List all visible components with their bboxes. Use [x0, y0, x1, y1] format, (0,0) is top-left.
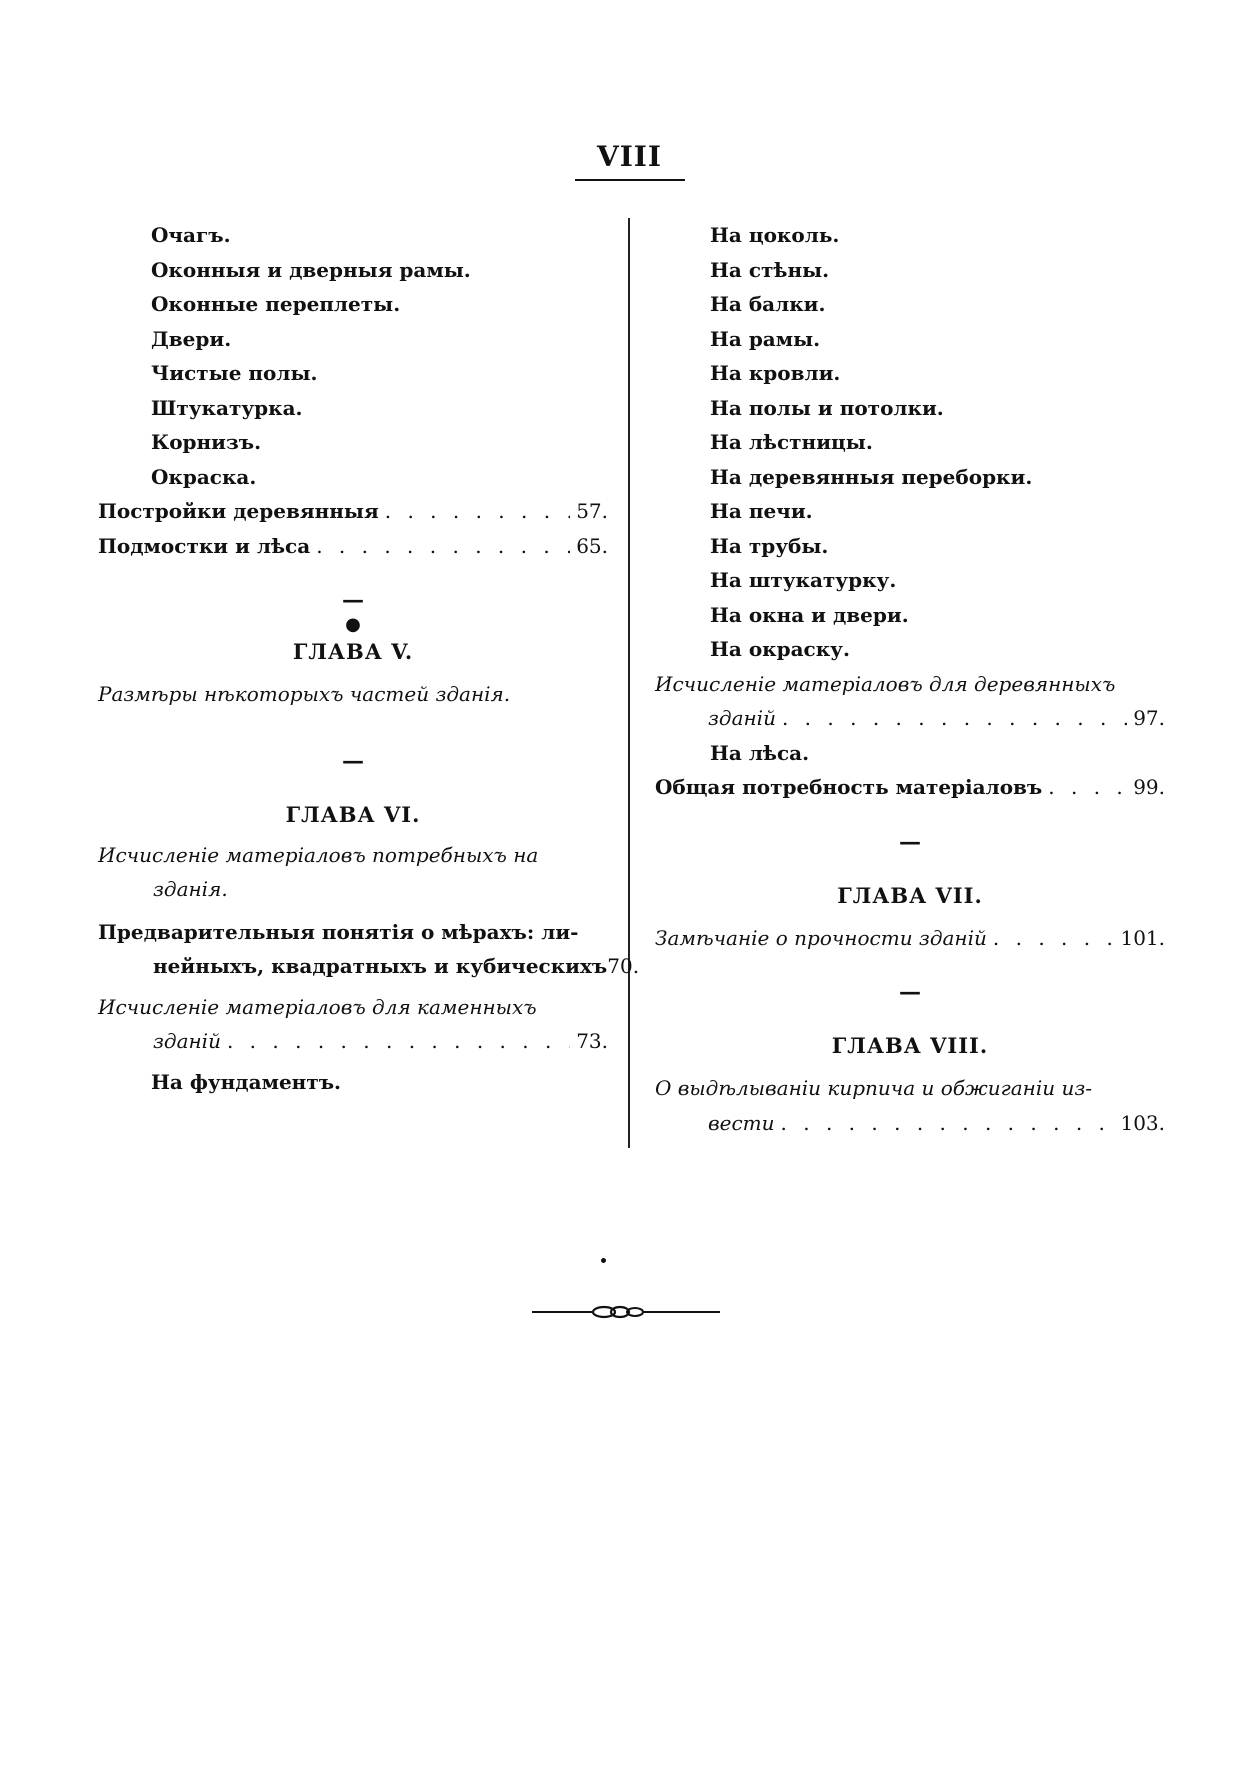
bullet-mark: ● — [345, 614, 361, 635]
toc-item: На деревянныя переборки. — [710, 464, 1033, 489]
right-column — [655, 218, 1165, 1140]
toc-entry-page: 103. — [1120, 1110, 1165, 1135]
wood-buildings-line1: Исчисленіе матеріаловъ для деревянныхъ — [655, 671, 1116, 696]
chapter-7-heading: ГЛАВА VII. — [837, 882, 983, 908]
toc-entry-scaffolding — [98, 529, 608, 564]
chapter-6-entry-line2: зданія. — [153, 877, 228, 901]
stone-buildings-line1: Исчисленіе матеріаловъ для каменныхъ — [98, 994, 537, 1019]
toc-item: Корнизъ. — [151, 430, 262, 454]
toc-entry-text: Общая потребность матеріаловъ — [655, 775, 1043, 799]
toc-entry-page: 97. — [1133, 706, 1165, 730]
wood-buildings-entry — [655, 701, 1165, 736]
toc-entry-text: зданій — [708, 706, 776, 730]
chapter-6-heading: ГЛАВА VI. — [285, 801, 421, 827]
toc-item: На цоколь. — [710, 223, 840, 247]
leader-dots — [993, 921, 1115, 956]
toc-item: На кровли. — [710, 361, 841, 385]
toc-item: Оконные переплеты. — [151, 292, 401, 316]
chapter-separator: — — [899, 979, 921, 1005]
toc-item: На штукатурку. — [710, 568, 897, 592]
toc-item: На окраску. — [710, 637, 850, 661]
chapter-separator: — — [342, 747, 364, 774]
leader-dots — [385, 494, 570, 529]
chapter-8-entry-line1: О выдѣлываніи кирпича и обжиганіи из- — [655, 1076, 1093, 1100]
prelim-concepts-line1: Предварительныя понятія о мѣрахъ: ли- — [98, 919, 579, 944]
chapter-8-heading: ГЛАВА VIII. — [831, 1033, 989, 1058]
toc-entry-text: вести — [708, 1110, 775, 1135]
toc-item: Оконныя и дверныя рамы. — [151, 257, 471, 282]
chapter-7-entry — [655, 921, 1165, 956]
toc-item: Очагъ. — [151, 223, 231, 247]
toc-item-foundation: На фундаментъ. — [151, 1069, 342, 1094]
toc-item: На окна и двери. — [710, 602, 909, 627]
leader-dots — [316, 529, 570, 564]
toc-item-scaffold: На лѣса. — [710, 740, 810, 765]
toc-item: Двери. — [151, 326, 232, 351]
toc-entry-text: Постройки деревянныя — [98, 499, 379, 523]
left-column — [98, 218, 640, 1099]
column-divider — [628, 218, 630, 1148]
ink-dot — [601, 1258, 606, 1263]
leader-dots — [782, 701, 1127, 736]
chapter-separator: — — [342, 587, 364, 613]
toc-entry-page: 70. — [607, 954, 640, 978]
leader-dots — [227, 1024, 570, 1059]
toc-item: На печи. — [710, 499, 813, 523]
toc-entry-text: Подмостки и лѣса — [98, 533, 311, 558]
prelim-concepts-entry — [98, 949, 640, 984]
toc-item: Чистые полы. — [151, 361, 318, 385]
chapter-separator: — — [899, 828, 921, 855]
page-number: VIII — [596, 140, 663, 173]
chapter-6-entry-line1: Исчисленіе матеріаловъ потребныхъ на — [98, 842, 539, 867]
toc-item: На трубы. — [710, 533, 829, 558]
toc-item: На рамы. — [710, 326, 821, 351]
leader-dots — [781, 1106, 1115, 1141]
toc-entry-page: 57. — [576, 499, 608, 523]
toc-entry-text: Замѣчаніе о прочности зданій — [655, 925, 987, 950]
toc-entry-wooden-buildings — [98, 494, 608, 529]
tailpiece-ornament-icon — [0, 1302, 1259, 1326]
toc-entry-text: зданій — [153, 1029, 221, 1053]
toc-item: На лѣстницы. — [710, 430, 873, 454]
toc-entry-page: 101. — [1120, 925, 1165, 950]
chapter-5-entry: Размѣры нѣкоторыхъ частей зданія. — [98, 682, 511, 706]
toc-item: Окраска. — [151, 464, 257, 489]
leader-dots — [1048, 770, 1127, 805]
total-materials-entry — [655, 770, 1165, 805]
chapter-5-heading: ГЛАВА V. — [292, 639, 414, 664]
stone-buildings-entry — [98, 1024, 608, 1059]
chapter-8-entry — [655, 1106, 1165, 1141]
toc-item: На полы и потолки. — [710, 395, 944, 420]
page-number-rule — [575, 179, 685, 181]
toc-entry-text: нейныхъ, квадратныхъ и кубическихъ — [153, 954, 608, 978]
toc-entry-page: 73. — [576, 1029, 608, 1053]
toc-entry-page: 65. — [576, 533, 608, 558]
toc-item: Штукатурка. — [151, 395, 303, 420]
toc-item: На стѣны. — [710, 257, 830, 282]
toc-entry-page: 99. — [1133, 775, 1165, 799]
toc-item: На балки. — [710, 292, 826, 316]
